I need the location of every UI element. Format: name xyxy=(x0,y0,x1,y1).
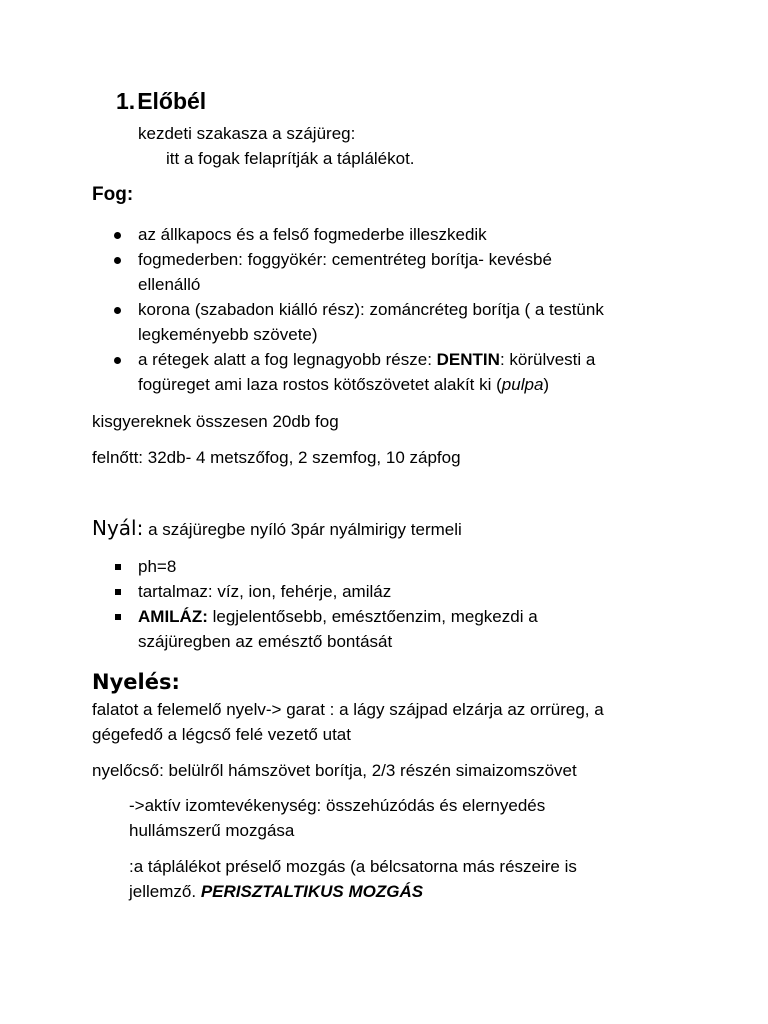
nyal-heading-word: Nyál: xyxy=(92,516,144,540)
section-heading-nyeles: Nyelés: xyxy=(92,670,180,694)
bullet-icon xyxy=(114,232,121,239)
list-item: a rétegek alatt a fog legnagyobb része: DENTIN: körülvesti a fogüreget ami laza rostos kötőszövetet alakít ki (pulpa) xyxy=(92,347,604,397)
heading-number: 1. xyxy=(116,88,136,114)
nyeles-p3-line1: ->aktív izomtevékenység: összehúzódás és elernyedés xyxy=(129,796,546,815)
bullet-icon xyxy=(114,357,121,364)
section-heading-nyal xyxy=(92,516,462,540)
nyeles-p1-line1: falatot a felemelő nyelv-> garat : a lágy szájpad elzárja az orrüreg, a xyxy=(92,700,604,719)
list-item: AMILÁZ: legjelentősebb, emésztőenzim, megkezdi a szájüregben az emésztő bontását xyxy=(92,604,538,654)
nyeles-p4-line2: jellemző. PERISZTALTIKUS MOZGÁS xyxy=(129,882,424,901)
section-heading-elobel xyxy=(116,88,206,115)
section-heading-fog: Fog: xyxy=(92,184,134,205)
nyal-intro: a szájüregbe nyíló 3pár nyálmirigy termeli xyxy=(143,520,462,539)
heading-title: Előbél xyxy=(137,88,207,114)
elobel-line-2: itt a fogak felaprítják a táplálékot. xyxy=(166,149,415,168)
nyeles-p1-line2: gégefedő a légcső felé vezető utat xyxy=(92,725,351,744)
nyeles-p2: nyelőcső: belülről hámszövet borítja, 2/3 részén simaizomszövet xyxy=(92,761,577,780)
list-item: fogmederben: foggyökér: cementréteg borítja- kevésbé ellenálló xyxy=(92,247,604,297)
nyal-list xyxy=(92,554,538,654)
list-item: korona (szabadon kiálló rész): zománcréteg borítja ( a testünk legkeményebb szövete) xyxy=(92,297,604,347)
bullet-icon xyxy=(114,307,121,314)
square-bullet-icon xyxy=(115,564,121,570)
elobel-line-1: kezdeti szakasza a szájüreg: xyxy=(138,124,356,143)
nyeles-p4-line1: :a táplálékot préselő mozgás (a bélcsatorna más részeire is xyxy=(129,857,577,876)
dentin-term: DENTIN xyxy=(436,350,500,369)
fog-list xyxy=(92,222,604,397)
fog-adult-text: felnőtt: 32db- 4 metszőfog, 2 szemfog, 10 zápfog xyxy=(92,448,461,467)
square-bullet-icon xyxy=(115,614,121,620)
fog-kids-text: kisgyereknek összesen 20db fog xyxy=(92,412,339,431)
amilaz-term: AMILÁZ: xyxy=(138,607,208,626)
list-item: ph=8 xyxy=(92,554,538,579)
bullet-icon xyxy=(114,257,121,264)
pulpa-term: pulpa xyxy=(501,375,544,394)
nyeles-p3-line2: hullámszerű mozgása xyxy=(129,821,295,840)
list-item: tartalmaz: víz, ion, fehérje, amiláz xyxy=(92,579,538,604)
square-bullet-icon xyxy=(115,589,121,595)
perisztaltikus-term: PERISZTALTIKUS MOZGÁS xyxy=(200,882,424,901)
list-item: az állkapocs és a felső fogmederbe illeszkedik xyxy=(92,222,604,247)
